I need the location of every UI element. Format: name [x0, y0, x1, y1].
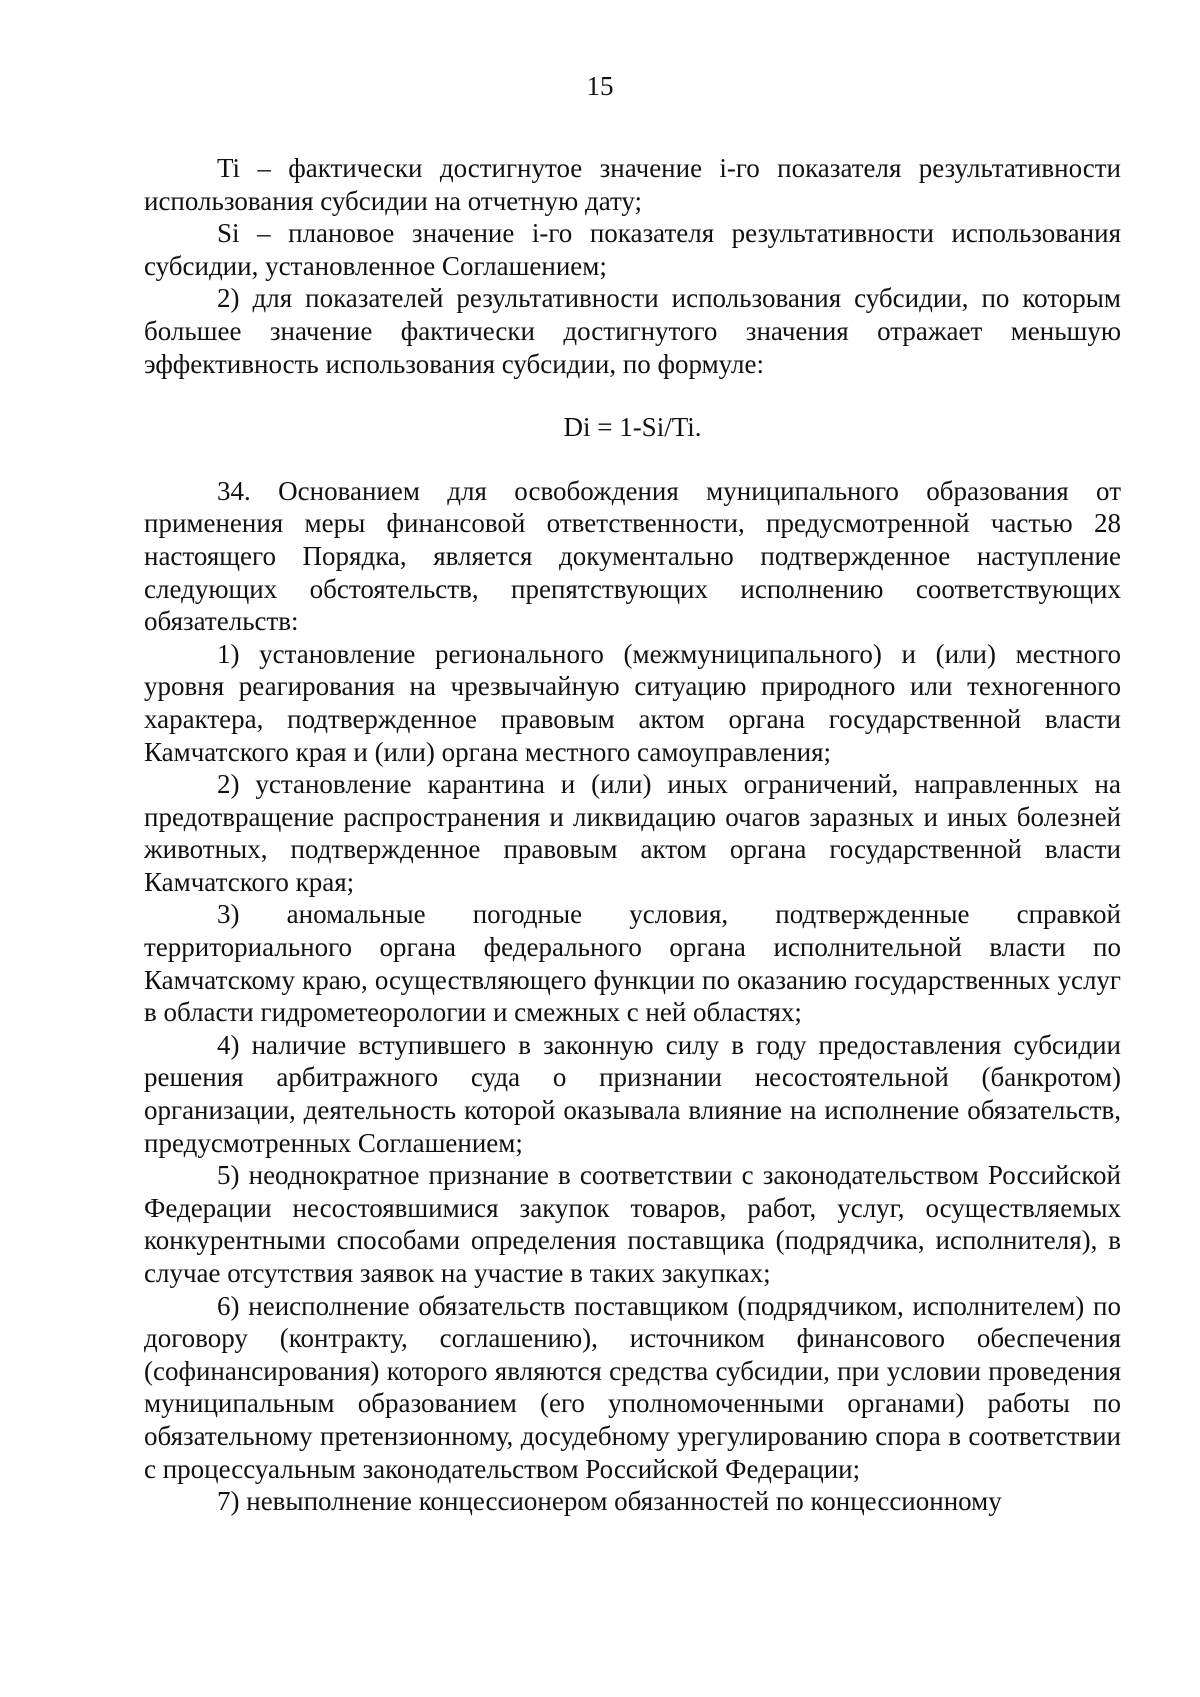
list-item-2: 2) установление карантина и (или) иных ограничений, направленных на предотвращение распространения и ликвидацию очагов заразных и иных болезней животных, подтвержденное правовым актом органа государственной власти Камчатского края; — [144, 769, 1121, 897]
formula: Di = 1-Si/Ti. — [563, 412, 702, 443]
list-item-7: 7) невыполнение концессионером обязанностей по концессионному — [217, 1486, 1002, 1517]
list-item-6: 6) неисполнение обязательств поставщиком (подрядчиком, исполнителем) по договору (контракту, соглашению), источником финансового обеспечения (софинансирования) которого являются средства субсидии, при условии проведения муниципальным образованием (его уполномоченными органами) работы по обязательному претензионному, досудебному урегулированию спора в соответствии с процессуальным законодательством Российской Федерации; — [144, 1290, 1121, 1484]
list-item-2-formula-intro: 2) для показателей результативности использования субсидии, по которым большее значение фактически достигнутого значения отражает меньшую эффективность использования субсидии, по формуле: — [144, 283, 1121, 379]
list-item-3: 3) аномальные погодные условия, подтвержденные справкой территориального органа федерального органа исполнительной власти по Камчатскому краю, осуществляющего функции по оказанию государственных услуг в области гидрометеорологии и смежных с ней областях; — [144, 899, 1121, 1028]
document-body — [144, 152, 1121, 1518]
list-item-4: 4) наличие вступившего в законную силу в году предоставления субсидии решения арбитражного суда о признании несостоятельной (банкротом) организации, деятельность которой оказывала влияние на исполнение обязательств, предусмотренных Соглашением; — [144, 1029, 1121, 1158]
definition-si: Si – плановое значение i-го показателя результативности использования субсидии, установленное Соглашением; — [144, 218, 1121, 281]
list-item-5: 5) неоднократное признание в соответствии с законодательством Российской Федерации несостоявшимися закупок товаров, работ, услуг, осуществляемых конкурентными способами определения поставщика (подрядчика, исполнителя), в случае отсутствия заявок на участие в таких закупках; — [144, 1160, 1121, 1288]
definition-ti: Ti – фактически достигнутое значение i-го показателя результативности использования субсидии на отчетную дату; — [144, 153, 1121, 216]
page-number: 15 — [586, 71, 614, 101]
clause-34: 34. Основанием для освобождения муниципального образования от применения меры финансовой ответственности, предусмотренной частью 28 настоящего Порядка, является документально подтвержденное наступление следующих обстоятельств, препятствующих исполнению соответствующих обязательств: — [144, 475, 1121, 637]
list-item-1: 1) установление регионального (межмуниципального) и (или) местного уровня реагирования на чрезвычайную ситуацию природного или техногенного характера, подтвержденное правовым актом органа государственной власти Камчатского края и (или) органа местного самоуправления; — [144, 638, 1121, 767]
